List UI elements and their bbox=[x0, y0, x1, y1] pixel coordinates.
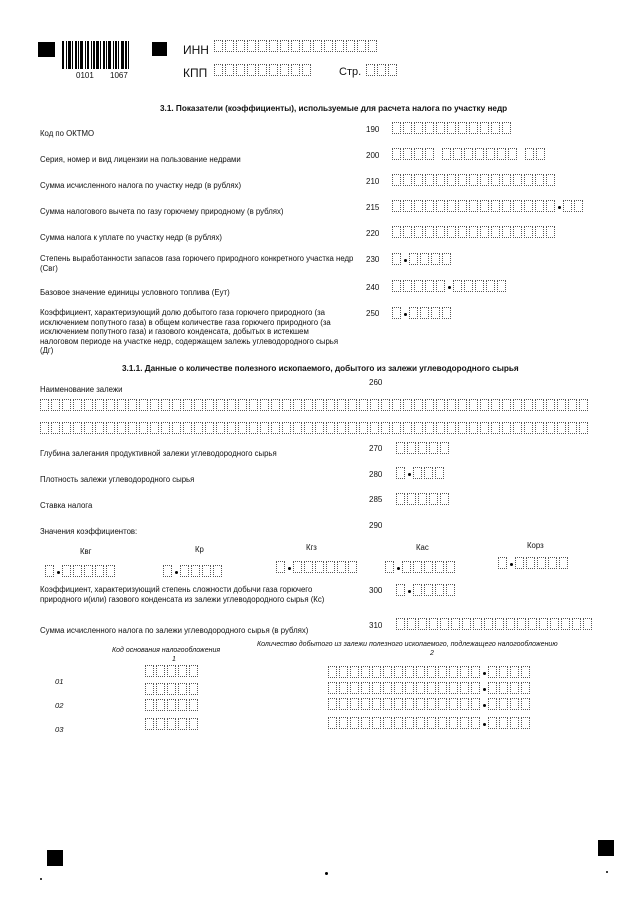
coefficients-label: Значения коэффициентов: bbox=[40, 527, 138, 536]
coef-kgz-label: Кгз bbox=[306, 543, 317, 552]
coef-kvg-label: Квг bbox=[80, 547, 92, 556]
table-row-2-number: 02 bbox=[55, 701, 64, 710]
table-row-1-amount-input-lower[interactable] bbox=[328, 680, 532, 694]
field-285-code: 285 bbox=[369, 495, 383, 504]
table-row-1-amount-input[interactable] bbox=[328, 664, 532, 678]
coefficients-code: 290 bbox=[369, 521, 383, 530]
kpp-label: КПП bbox=[183, 66, 208, 80]
field-215-label: Сумма налогового вычета по газу горючему природному (в рублях) bbox=[40, 207, 284, 216]
field-210-code: 210 bbox=[366, 177, 380, 186]
coef-kgz-input[interactable] bbox=[276, 559, 359, 573]
table-col1-number: 1 bbox=[172, 656, 176, 663]
table-row-1-code-input-lower[interactable] bbox=[145, 681, 200, 695]
inn-label: ИНН bbox=[183, 43, 209, 57]
registration-mark-bottom-right bbox=[598, 840, 614, 856]
field-230-input[interactable] bbox=[392, 251, 453, 265]
field-210-input[interactable] bbox=[392, 172, 557, 186]
table-row-3-number: 03 bbox=[55, 725, 64, 734]
registration-mark-top-left bbox=[38, 42, 55, 57]
table-row-2-amount-input[interactable] bbox=[328, 696, 532, 710]
field-310-label: Сумма исчисленного налога по залежи углеводородного сырья (в рублях) bbox=[40, 626, 309, 635]
table-row-1-number: 01 bbox=[55, 677, 64, 686]
field-270-label: Глубина залегания продуктивной залежи углеводородного сырья bbox=[40, 449, 277, 458]
coef-korz-input[interactable] bbox=[498, 555, 570, 569]
field-230-label: Степень выработанности запасов газа горючего природного конкретного участка недр (Свг) bbox=[40, 254, 354, 273]
field-200-input[interactable] bbox=[392, 146, 547, 160]
page-label: Стр. bbox=[339, 66, 362, 78]
field-220-input[interactable] bbox=[392, 224, 557, 238]
inn-field[interactable] bbox=[214, 38, 379, 52]
field-240-label: Базовое значение единицы условного топлива (Еут) bbox=[40, 288, 230, 297]
field-220-code: 220 bbox=[366, 229, 380, 238]
field-280-code: 280 bbox=[369, 470, 383, 479]
field-310-code: 310 bbox=[369, 621, 383, 630]
field-240-input[interactable] bbox=[392, 278, 508, 292]
field-300-code: 300 bbox=[369, 586, 383, 595]
deposit-name-row-2[interactable] bbox=[40, 420, 590, 434]
scan-speck bbox=[325, 872, 328, 875]
field-240-code: 240 bbox=[366, 283, 380, 292]
barcode bbox=[62, 41, 142, 69]
registration-mark-top-mid bbox=[152, 42, 167, 56]
field-270-input[interactable] bbox=[396, 440, 451, 454]
field-285-input[interactable] bbox=[396, 491, 451, 505]
field-210-label: Сумма исчисленного налога по участку недр (в рублях) bbox=[40, 181, 242, 190]
barcode-number-right: 1067 bbox=[110, 71, 128, 80]
field-200-label: Серия, номер и вид лицензии на пользование недрами bbox=[40, 155, 241, 164]
deposit-name-code: 260 bbox=[369, 378, 383, 387]
coef-kr-input[interactable] bbox=[163, 563, 224, 577]
field-285-label: Ставка налога bbox=[40, 501, 93, 510]
coef-kr-label: Кр bbox=[195, 545, 204, 554]
registration-mark-bottom-left bbox=[47, 850, 63, 866]
field-215-code: 215 bbox=[366, 203, 380, 212]
field-230-code: 230 bbox=[366, 255, 380, 264]
table-col1-header: Код основания налогообложения bbox=[112, 647, 221, 654]
subsection-title: 3.1.1. Данные о количестве полезного ископаемого, добытого из залежи углеводородного сырья bbox=[122, 364, 519, 373]
field-220-label: Сумма налога к уплате по участку недр (в рублях) bbox=[40, 233, 222, 242]
table-col2-number: 2 bbox=[430, 650, 434, 657]
scan-speck bbox=[40, 878, 42, 880]
field-250-code: 250 bbox=[366, 309, 380, 318]
deposit-name-row-1[interactable] bbox=[40, 397, 590, 411]
deposit-name-label: Наименование залежи bbox=[40, 385, 123, 394]
field-190-code: 190 bbox=[366, 125, 380, 134]
page-number-field[interactable] bbox=[366, 62, 399, 76]
field-190-input[interactable] bbox=[392, 120, 513, 134]
field-200-code: 200 bbox=[366, 151, 380, 160]
field-310-input[interactable] bbox=[396, 616, 594, 630]
field-250-label: Коэффициент, характеризующий долю добытого газа горючего природного (за исключением попутного газа) в общем количестве газа горючего природного (за исключением попутного газа) и газового конденсата, добытых в истекшем налоговом периоде на участке недр, содержащем залежь углеводородного сырья (Дг) bbox=[40, 308, 339, 355]
section-title: 3.1. Показатели (коэффициенты), используемые для расчета налога по участку недр bbox=[160, 104, 508, 113]
table-row-2-code-input[interactable] bbox=[145, 697, 200, 711]
coef-kas-label: Кас bbox=[416, 543, 429, 552]
field-270-code: 270 bbox=[369, 444, 383, 453]
coef-kas-input[interactable] bbox=[385, 559, 457, 573]
field-250-input[interactable] bbox=[392, 305, 453, 319]
kpp-field[interactable] bbox=[214, 62, 313, 76]
field-280-label: Плотность залежи углеводородного сырья bbox=[40, 475, 195, 484]
field-300-label: Коэффициент, характеризующий степень сложности добычи газа горючего природного и(или) газового конденсата из залежи углеводородного сырья (Кс) bbox=[40, 585, 325, 604]
field-215-input[interactable] bbox=[392, 198, 585, 212]
table-row-3-code-input[interactable] bbox=[145, 716, 200, 730]
barcode-number-left: 0101 bbox=[76, 71, 94, 80]
scan-speck bbox=[606, 871, 608, 873]
table-row-3-amount-input[interactable] bbox=[328, 715, 532, 729]
field-280-input[interactable] bbox=[396, 465, 446, 479]
field-190-label: Код по ОКТМО bbox=[40, 129, 95, 138]
coef-korz-label: Корз bbox=[527, 541, 544, 550]
table-col2-header: Количество добытого из залежи полезного ископаемого, подлежащего налогообложению bbox=[257, 641, 558, 648]
coef-kvg-input[interactable] bbox=[45, 563, 117, 577]
field-300-input[interactable] bbox=[396, 582, 457, 596]
